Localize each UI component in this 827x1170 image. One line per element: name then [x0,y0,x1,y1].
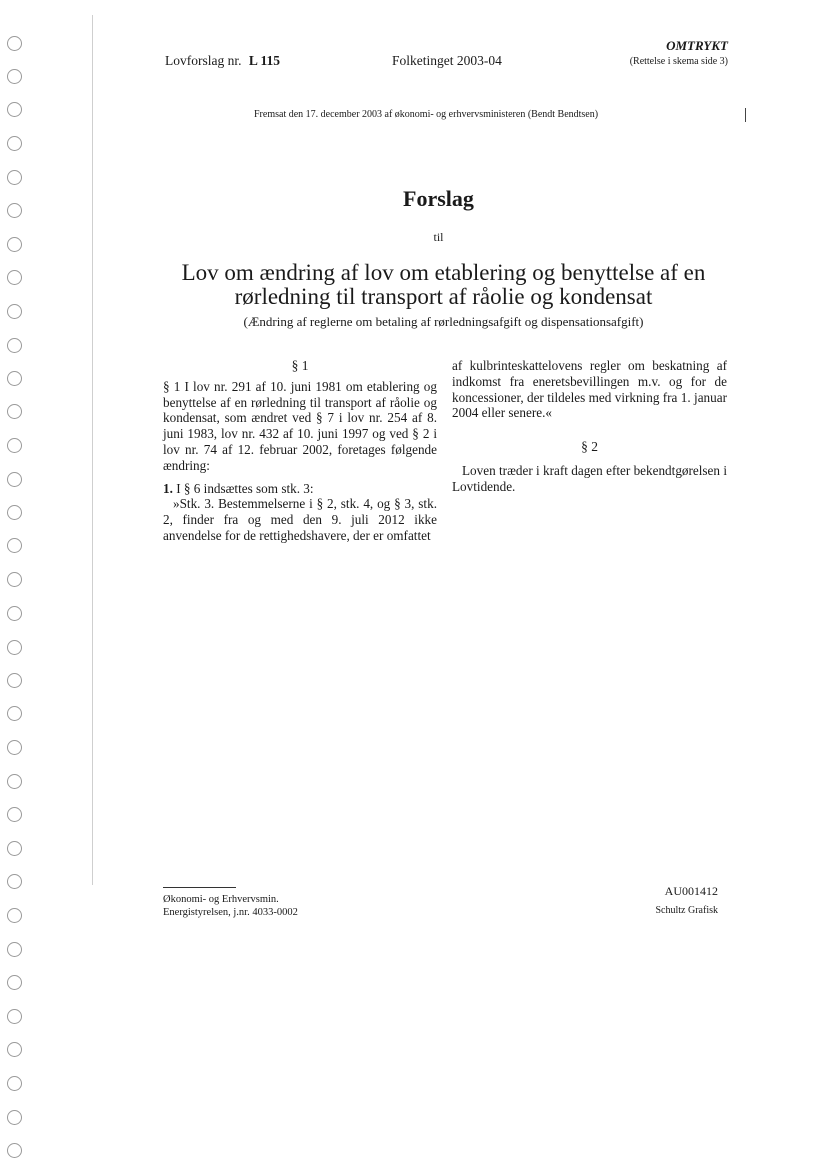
binder-hole [7,807,22,822]
binder-hole [7,740,22,755]
left-column [163,358,437,544]
law-subtitle: (Ændring af reglerne om betaling af rørledningsafgift og dispensationsafgift) [243,314,644,329]
binder-hole [7,908,22,923]
binder-hole [7,102,22,117]
binder-hole [7,640,22,655]
binder-hole [7,942,22,957]
section2-text: Loven træder i kraft dagen efter bekendtgørelsen i Lovtidende. [452,462,727,494]
document-code: AU001412 [664,884,718,898]
section2-heading: § 2 [581,439,598,455]
til-label: til [433,230,444,244]
printer: Schultz Grafisk [655,905,718,916]
binder-hole [7,338,22,353]
bill-number: L 115 [248,53,281,68]
page-title: Forslag [403,186,474,211]
binder-hole [7,505,22,520]
correction-note: (Rettelse i skema side 3) [629,56,728,67]
section1-heading: § 1 [291,358,309,373]
binder-hole [7,572,22,587]
law-title-line2: rørledning til transport af råolie og kondensat [234,284,653,309]
binder-hole [7,538,22,553]
binder-hole [7,841,22,856]
binder-hole [7,170,22,185]
binder-hole [7,774,22,789]
agency: Energistyrelsen, j.nr. 4033-0002 [163,907,298,918]
item-text: I § 6 indsættes som stk. 3: [176,480,314,496]
binder-hole [7,673,22,688]
binder-hole [7,371,22,386]
binder-hole [7,472,22,487]
section1-intro: § 1 I lov nr. 291 af 10. juni 1981 om etablering og benyttelse af en rørledning til transport af råolie og kondensat, som ændret ved § 7 i lov nr. 254 af 8. juni 1983, lov nr. 432 af 10. juni 1997 og ved § 2 i lov nr. 74 af 12. februar 2002, foretages følgende ændring: [163,378,437,473]
binder-hole [7,1110,22,1125]
bill-label [165,53,280,69]
footer-left [163,893,298,919]
footer-rule [163,887,236,888]
binder-hole [7,706,22,721]
session-label: Folketinget 2003-04 [392,53,502,68]
presented-line: Fremsat den 17. december 2003 af økonomi- og erhvervsministeren (Bendt Bendtsen) [254,109,599,120]
margin-line [92,15,93,885]
section1-quote: »Stk. 3. Bestemmelserne i § 2, stk. 4, og § 3, stk. 2, finder fra og med den 9. juli 2012 ikke anvendelse for de rettighedshavere, der er omfattet [163,496,437,543]
section1-continuation: af kulbrinteskattelovens regler om beskatning af indkomst fra eneretsbevillingen m.v. og for de koncessioner, der tildeles med virkning fra 1. januar 2004 eller senere.« [452,358,727,421]
binder-hole [7,438,22,453]
binder-hole [7,404,22,419]
scan-mark [745,108,746,122]
binder-hole [7,1143,22,1158]
binder-hole [7,69,22,84]
binder-hole [7,874,22,889]
binder-hole [7,1042,22,1057]
reprint-label: OMTRYKT [666,38,728,53]
binder-hole [7,606,22,621]
binder-hole [7,975,22,990]
binder-hole [7,136,22,151]
binder-hole [7,36,22,51]
right-column [452,358,727,495]
section1-item [163,481,437,497]
binder-hole [7,1009,22,1024]
binder-hole [7,203,22,218]
item-number: 1. [163,480,173,496]
bill-text: Lovforslag nr. [165,53,242,68]
binder-hole [7,1076,22,1091]
ministry: Økonomi- og Erhvervsmin. [163,894,279,905]
law-title-line1: Lov om ændring af lov om etablering og benyttelse af en [181,260,706,285]
